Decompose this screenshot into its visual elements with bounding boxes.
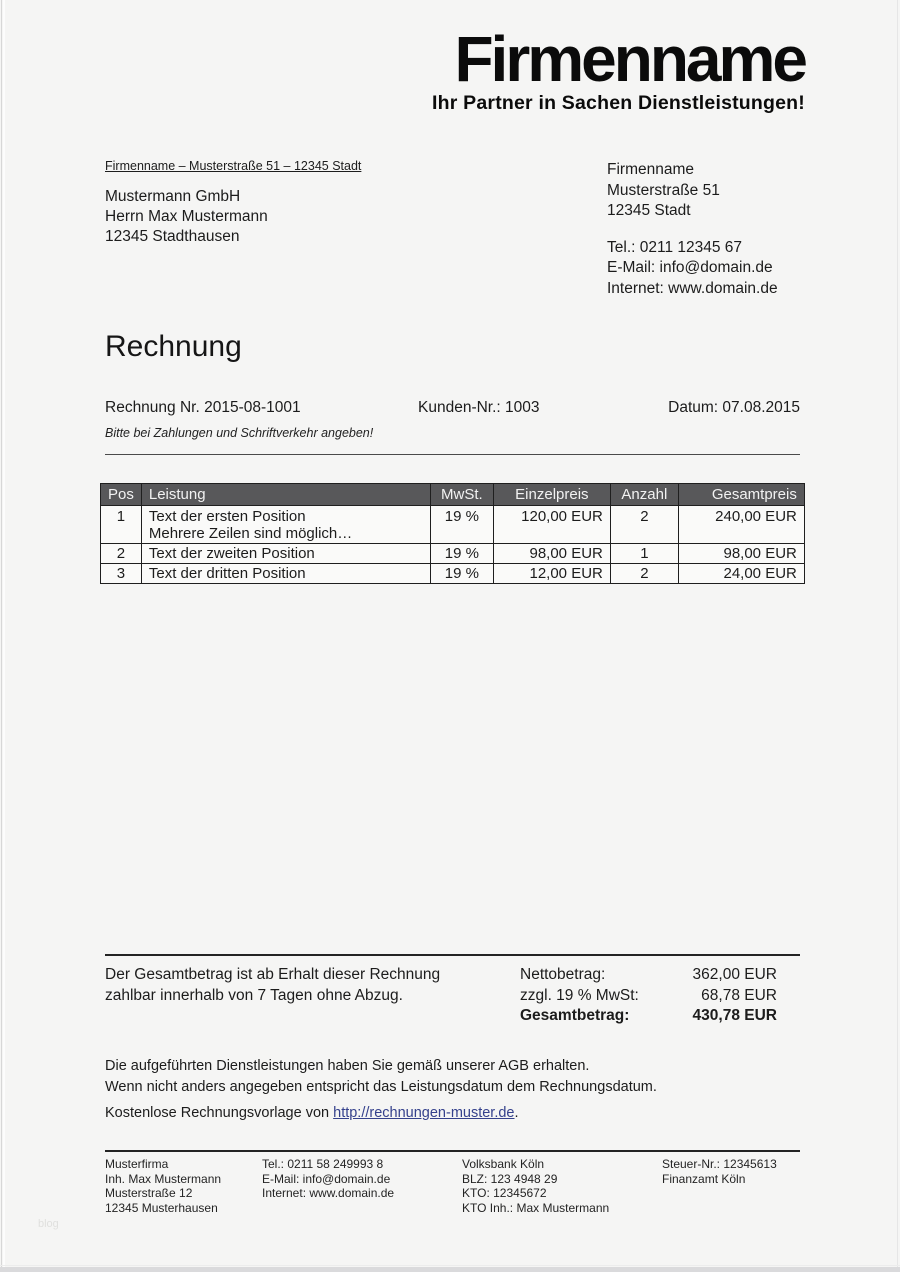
recipient-line: Mustermann GmbH [105,188,241,205]
template-link[interactable]: http://rechnungen-muster.de [333,1105,515,1121]
cell-anzahl: 1 [610,544,678,564]
cell-einzelpreis: 98,00 EUR [493,544,610,564]
divider-footer [105,1150,800,1152]
page-edge-right [897,0,898,1272]
footer-line: 12345 Musterhausen [105,1200,218,1215]
footer-line: Tel.: 0211 58 249993 8 [262,1157,384,1171]
col-header-einzelpreis: Einzelpreis [493,484,610,506]
totals-net-row [520,965,777,986]
template-credit-text: Kostenlose Rechnungsvorlage von [105,1105,334,1121]
footer-tax-column [662,1157,777,1186]
template-credit-period: . [514,1105,519,1121]
recipient-line: 12345 Stadthausen [105,228,240,245]
watermark: blog [38,1218,59,1230]
cell-pos: 1 [101,506,142,544]
footer-line: Musterfirma [105,1157,169,1171]
cell-leistung: Text der dritten Position [141,564,430,584]
page-edge-left-highlight [3,0,5,1272]
col-header-anzahl: Anzahl [610,484,678,506]
totals-net-value: 362,00 EUR [692,966,777,983]
company-address-line: 12345 Stadt [607,202,691,219]
leistung-line: Mehrere Zeilen sind möglich… [148,525,353,542]
cell-pos: 2 [101,544,142,564]
page-edge-bottom-line [0,1265,900,1266]
cell-gesamtpreis: 240,00 EUR [678,506,804,544]
cell-gesamtpreis: 98,00 EUR [678,544,804,564]
company-info [607,160,778,299]
page-edge-bottom [0,1267,900,1272]
cell-pos: 3 [101,564,142,584]
col-header-leistung: Leistung [141,484,430,506]
footer-line: KTO: 12345672 [462,1186,547,1200]
footer-contact-column [262,1157,394,1201]
company-address-line: Musterstraße 51 [607,181,720,199]
agb-note-line: Die aufgeführten Dienstleistungen haben Sie gemäß unserer AGB erhalten. [105,1058,590,1074]
col-header-mwst: MwSt. [430,484,493,506]
company-address-line: Firmenname [607,161,694,178]
footer-line: KTO Inh.: Max Mustermann [462,1200,610,1215]
table-row [101,506,805,544]
cell-mwst: 19 % [430,506,493,544]
table-header-row [101,484,805,506]
cell-anzahl: 2 [610,564,678,584]
company-website: Internet: www.domain.de [607,279,778,297]
invoice-date: Datum: 07.08.2015 [668,399,800,416]
payment-terms [105,965,440,1006]
footer-line: Volksbank Köln [462,1157,545,1171]
cell-mwst: 19 % [430,544,493,564]
invoice-number: Rechnung Nr. 2015-08-1001 [105,399,301,416]
footer-line: Musterstraße 12 [105,1186,193,1200]
divider-top [105,454,800,455]
cell-einzelpreis: 120,00 EUR [493,506,610,544]
payment-reference-note: Bitte bei Zahlungen und Schriftverkehr angeben! [105,426,374,440]
footer-bank-column [462,1157,609,1215]
company-email: E-Mail: info@domain.de [607,259,773,276]
template-credit [105,1105,519,1121]
col-header-pos: Pos [101,484,142,506]
recipient-address [105,187,268,247]
footer-line: Steuer-Nr.: 12345613 [662,1157,777,1171]
leistung-line: Text der ersten Position [148,508,306,525]
footer-line: Finanzamt Köln [662,1171,746,1186]
logo-name: Firmenname [454,23,805,95]
cell-leistung: Text der zweiten Position [141,544,430,564]
recipient-line: Herrn Max Mustermann [105,208,268,225]
cell-anzahl: 2 [610,506,678,544]
table-row [101,564,805,584]
logo-tagline: Ihr Partner in Sachen Dienstleistungen! [432,91,805,114]
footer-company-column [105,1157,221,1215]
payment-terms-line: zahlbar innerhalb von 7 Tagen ohne Abzug. [105,986,403,1004]
cell-einzelpreis: 12,00 EUR [493,564,610,584]
sender-return-address: Firmenname – Musterstraße 51 – 12345 Stadt [105,159,362,173]
cell-leistung [141,506,430,544]
totals-vat-value: 68,78 EUR [701,986,777,1004]
footer-line: Internet: www.domain.de [262,1186,395,1200]
line-items-table [100,483,805,584]
footer-line: Inh. Max Mustermann [105,1171,222,1186]
col-header-gesamtpreis: Gesamtpreis [678,484,804,506]
totals-vat-row [520,986,777,1007]
totals-net-label: Nettobetrag: [520,966,606,983]
company-phone: Tel.: 0211 12345 67 [607,238,743,256]
company-logo [432,23,805,115]
cell-mwst: 19 % [430,564,493,584]
customer-number: Kunden-Nr.: 1003 [418,399,540,416]
agb-note-line: Wenn nicht anders angegeben entspricht das Leistungsdatum dem Rechnungsdatum. [105,1079,657,1095]
page-edge-left [1,0,2,1272]
agb-note [105,1056,657,1098]
company-contact [607,238,778,300]
totals-block [520,965,777,1027]
totals-gross-value: 430,78 EUR [692,1007,777,1024]
cell-gesamtpreis: 24,00 EUR [678,564,804,584]
footer-line: BLZ: 123 4948 29 [462,1171,558,1186]
payment-terms-line: Der Gesamtbetrag ist ab Erhalt dieser Rechnung [105,966,441,983]
totals-gross-row [520,1006,777,1027]
document-title: Rechnung [105,330,242,363]
totals-vat-label: zzgl. 19 % MwSt: [520,986,639,1004]
totals-gross-label: Gesamtbetrag: [520,1007,630,1024]
company-address [607,160,778,222]
invoice-meta [105,399,800,419]
divider-totals [105,954,800,956]
footer-line: E-Mail: info@domain.de [262,1171,391,1186]
table-row [101,544,805,564]
